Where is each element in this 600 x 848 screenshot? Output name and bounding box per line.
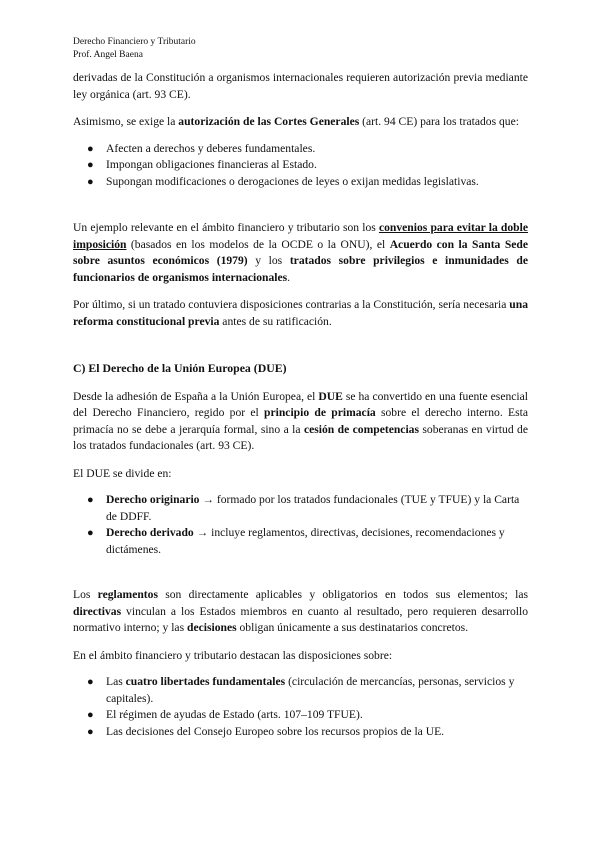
paragraph-5-bold-2: principio de primacía: [264, 406, 376, 419]
paragraph-2-text-end: (art. 94 CE) para los tratados que:: [359, 115, 519, 128]
list-item: [73, 174, 528, 191]
paragraph-6: El DUE se divide en:: [73, 466, 172, 480]
paragraph-2-text: Asimismo, se exige la: [73, 115, 179, 128]
paragraph-5-text-4: soberanas en virtud de los tratados fundacionales (art. 93 CE).: [73, 422, 528, 452]
paragraph-7-text-4: obligan únicamente a sus destinatarios concretos.: [236, 621, 469, 634]
paragraph-1: derivadas de la Constitución a organismos internacionales requieren autorización previa mediante ley orgánica (art. 93 CE).: [73, 71, 528, 101]
list-financial-provisions: [73, 674, 528, 740]
paragraph-5-bold-3: cesión de competencias: [303, 422, 419, 436]
paragraph-7: [73, 587, 528, 637]
list-item: [73, 141, 528, 158]
paragraph-7-text-3: vinculan a los Estados miembros en cuanto al resultado, pero requieren desarrollo normativo interno; y las: [73, 604, 528, 634]
paragraph-4: [73, 297, 528, 330]
bullet-icon: ●: [87, 159, 94, 171]
paragraph-7-text-1: Los: [73, 588, 98, 601]
header-course-title: Derecho Financiero y Tributario: [73, 37, 196, 47]
paragraph-7-bold-2: directivas: [73, 604, 122, 618]
bullet-icon: ●: [87, 175, 94, 188]
paragraph-3-text-1: Un ejemplo relevante en el ámbito financiero y tributario son los: [73, 221, 379, 234]
paragraph-3-text-4: .: [287, 270, 291, 284]
paragraph-4-text-2: antes de su ratificación.: [219, 314, 332, 328]
paragraph-3-text-3: y los: [247, 254, 290, 267]
paragraph-2-bold: autorización de las Cortes Generales: [178, 115, 360, 128]
bullet-icon: ●: [87, 709, 94, 721]
list-item-text: formado por los tratados fundacionales (TUE y TFUE) y la Carta de DDFF.: [106, 493, 520, 523]
list-item-bold: cuatro libertades fundamentales: [125, 675, 286, 688]
paragraph-2: [73, 114, 528, 131]
list-item-bold: Derecho derivado: [106, 526, 194, 539]
paragraph-7-text-2: son directamente aplicables y obligatorios en todos sus elementos; las: [157, 588, 529, 601]
paragraph-3-text-2: (basados en los modelos de la OCDE o la ONU), el: [126, 237, 390, 251]
bullet-icon: ●: [87, 142, 94, 155]
list-item-text: (circulación de mercancías, personas, servicios y capitales).: [106, 675, 515, 705]
section-heading-due: C) El Derecho de la Unión Europea (DUE): [73, 361, 287, 375]
list-due-division: [73, 492, 528, 558]
paragraph-3: [73, 220, 528, 286]
list-treaty-conditions: [73, 141, 528, 191]
list-item: [73, 707, 528, 724]
list-item-text: → incluye reglamentos, directivas, decisiones, recomendaciones y dictámenes.: [106, 526, 505, 556]
bullet-icon: ●: [87, 527, 94, 539]
paragraph-4-bold: una reforma constitucional previa: [73, 298, 528, 328]
list-item: [73, 525, 528, 558]
list-item-text-pre: Las: [106, 675, 126, 688]
paragraph-5-text-2: se ha convertido en una fuente esencial del Derecho Financiero, regido por el: [73, 389, 528, 419]
bullet-icon: ●: [87, 494, 94, 506]
list-item-text: Las decisiones del Consejo Europeo sobre los recursos propios de la UE.: [106, 724, 445, 738]
page-header: [73, 36, 196, 62]
list-item: [73, 492, 528, 525]
paragraph-3-underlined: convenios para evitar la doble imposición: [73, 221, 528, 251]
paragraph-8: En el ámbito financiero y tributario destacan las disposiciones sobre:: [73, 648, 393, 662]
list-item-text: Afecten a derechos y deberes fundamentales.: [106, 141, 316, 155]
page-content: [73, 70, 528, 740]
list-item: [73, 724, 528, 741]
paragraph-3-bold-2: tratados sobre privilegios e inmunidades de funcionarios de organismos internacionales: [73, 254, 529, 284]
paragraph-5-text-3: sobre el derecho interno. Esta primacía no se debe a jerarquía formal, sino a la: [73, 406, 528, 436]
paragraph-5-text-1: Desde la adhesión de España a la Unión Europea, el: [73, 389, 319, 403]
bullet-icon: ●: [87, 676, 94, 688]
paragraph-7-bold-3: decisiones: [187, 621, 237, 634]
list-item: [73, 157, 528, 174]
paragraph-3-bold-1: Acuerdo con la Santa Sede sobre asuntos económicos (1979): [73, 237, 529, 267]
list-item-bold: Derecho originario →: [106, 493, 214, 506]
list-item-text: El régimen de ayudas de Estado (arts. 107–109 TFUE).: [106, 708, 363, 721]
bullet-icon: ●: [87, 725, 94, 738]
header-professor: Prof. Angel Baena: [73, 50, 143, 60]
list-item-text: Impongan obligaciones financieras al Estado.: [106, 158, 317, 171]
list-item-text: Supongan modificaciones o derogaciones de leyes o exijan medidas legislativas.: [106, 174, 479, 188]
paragraph-7-bold-1: reglamentos: [97, 588, 158, 601]
paragraph-4-text-1: Por último, si un tratado contuviera disposiciones contrarias a la Constitución, sería necesaria: [73, 298, 510, 311]
paragraph-5: [73, 389, 528, 455]
list-item: [73, 674, 528, 707]
paragraph-5-bold-1: DUE: [318, 389, 343, 403]
